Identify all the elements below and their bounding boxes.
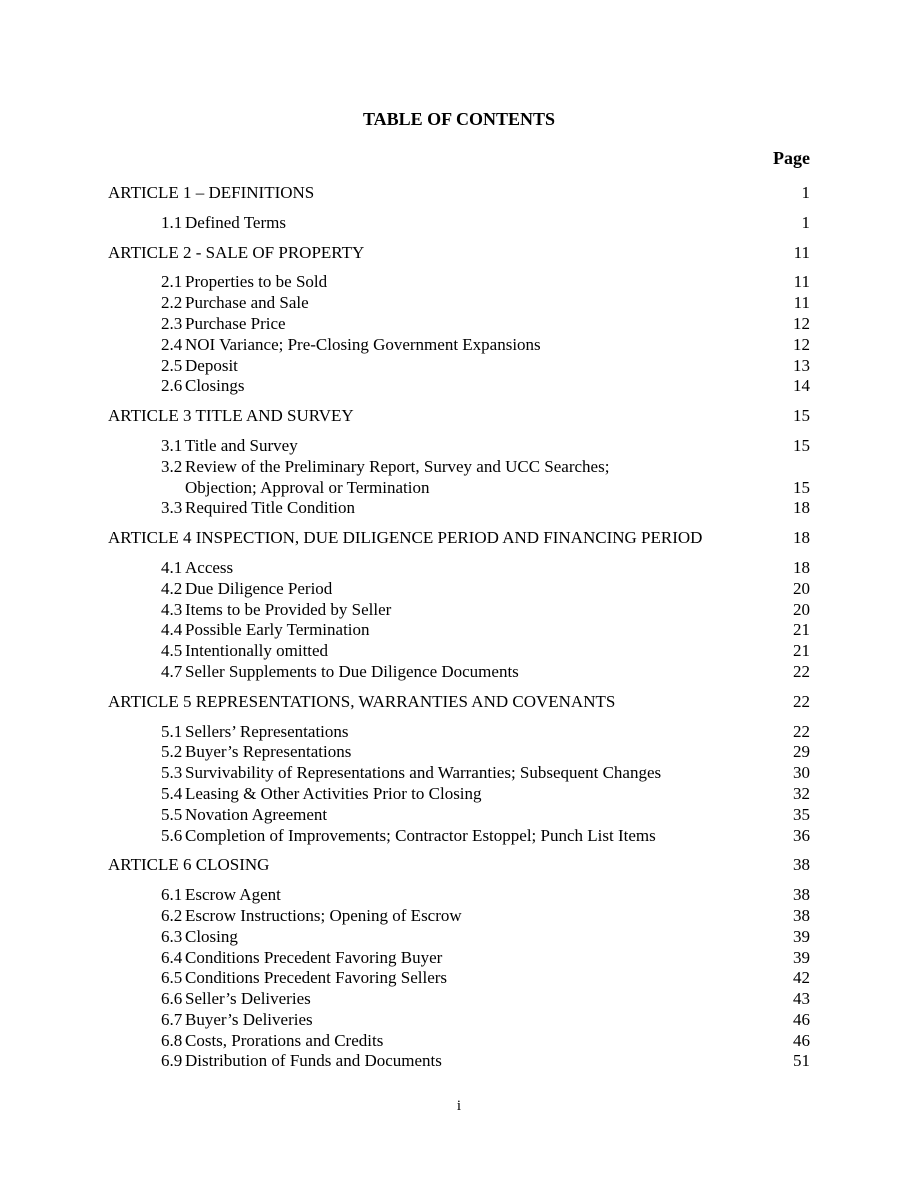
toc-page-number: 20 xyxy=(793,578,810,598)
toc-section-entry[interactable] xyxy=(108,826,810,847)
toc-section-number: 4.4 xyxy=(161,620,183,640)
toc-section-label: Costs, Prorations and Credits xyxy=(185,1030,384,1050)
toc-section-entry[interactable] xyxy=(108,742,810,763)
toc-page-number: 46 xyxy=(793,1030,810,1050)
toc-page-number: 1 xyxy=(801,212,810,232)
toc-article-entry[interactable] xyxy=(108,243,810,264)
toc-page-number: 22 xyxy=(793,661,810,681)
toc-page-number: 21 xyxy=(793,641,810,661)
toc-section-entry[interactable] xyxy=(108,213,810,234)
toc-section-label: Novation Agreement xyxy=(185,804,328,824)
toc-article-entry[interactable] xyxy=(108,692,810,713)
toc-section-label: Objection; Approval or Termination xyxy=(185,477,430,497)
toc-section-label: Items to be Provided by Seller xyxy=(185,599,392,619)
toc-section-label: Escrow Agent xyxy=(185,885,281,905)
toc-section-entry[interactable] xyxy=(108,376,810,397)
toc-section-label: Closing xyxy=(185,926,238,946)
toc-section-label: Conditions Precedent Favoring Sellers xyxy=(185,968,448,988)
toc-section-label: Survivability of Representations and Warranties; Subsequent Changes xyxy=(185,763,662,783)
toc-page-number: 38 xyxy=(793,905,810,925)
toc-page-number: 18 xyxy=(793,557,810,577)
toc-section-number: 2.3 xyxy=(161,313,183,333)
toc-section-label: Properties to be Sold xyxy=(185,272,328,292)
page-column-heading: Page xyxy=(773,148,810,168)
toc-section-entry[interactable] xyxy=(108,1051,810,1072)
toc-section-number: 6.4 xyxy=(161,947,183,967)
toc-section-number: 6.9 xyxy=(161,1051,183,1071)
toc-section-entry[interactable] xyxy=(108,968,810,989)
toc-page-number: 15 xyxy=(793,435,810,455)
toc-section-number: 2.5 xyxy=(161,355,183,375)
toc-section-number: 6.6 xyxy=(161,989,183,1009)
toc-section-entry[interactable] xyxy=(108,335,810,356)
toc-section-entry[interactable] xyxy=(108,600,810,621)
toc-section-entry[interactable] xyxy=(108,579,810,600)
toc-section-label: NOI Variance; Pre-Closing Government Expansions xyxy=(185,334,541,354)
toc-section-label: Buyer’s Deliveries xyxy=(185,1009,313,1029)
toc-section-number: 5.1 xyxy=(161,721,183,741)
toc-section-label: Closings xyxy=(185,376,245,396)
toc-article-label: ARTICLE 1 – DEFINITIONS xyxy=(108,183,315,202)
toc-section-number: 4.7 xyxy=(161,661,183,681)
toc-section-number: 6.7 xyxy=(161,1009,183,1029)
toc-title: TABLE OF CONTENTS xyxy=(362,109,556,129)
toc-section-label: Defined Terms xyxy=(185,212,286,232)
toc-section-number: 2.4 xyxy=(161,334,183,354)
toc-section-number: 2.6 xyxy=(161,376,183,396)
toc-page-number: 22 xyxy=(793,691,810,711)
toc-section-label: Seller’s Deliveries xyxy=(185,989,311,1009)
toc-section-label: Buyer’s Representations xyxy=(185,742,352,762)
toc-page-number: 11 xyxy=(793,293,810,313)
toc-article-entry[interactable] xyxy=(108,183,810,204)
toc-section-entry[interactable] xyxy=(108,457,810,478)
toc-section-number: 6.2 xyxy=(161,905,183,925)
toc-page-number: 39 xyxy=(793,926,810,946)
toc-section-label: Due Diligence Period xyxy=(185,578,333,598)
toc-section-entry[interactable] xyxy=(108,1010,810,1031)
toc-article-label: ARTICLE 4 INSPECTION, DUE DILIGENCE PERIOD AND FINANCING PERIOD xyxy=(108,528,703,548)
toc-section-entry[interactable] xyxy=(108,885,810,906)
toc-page-number: 21 xyxy=(793,620,810,640)
toc-article-entry[interactable] xyxy=(108,406,810,427)
toc-section-label: Purchase Price xyxy=(185,313,286,333)
toc-section-entry[interactable] xyxy=(108,927,810,948)
toc-page-number: 1 xyxy=(801,183,810,202)
toc-section-label: Completion of Improvements; Contractor Estoppel; Punch List Items xyxy=(185,825,656,845)
toc-article-label: ARTICLE 6 CLOSING xyxy=(108,855,270,875)
toc-section-number: 5.6 xyxy=(161,825,183,845)
toc-page-number: 12 xyxy=(793,334,810,354)
toc-section-number: 6.5 xyxy=(161,968,183,988)
toc-section-entry[interactable] xyxy=(108,641,810,662)
toc-section-number: 4.2 xyxy=(161,578,183,598)
toc-section-entry[interactable] xyxy=(108,662,810,683)
toc-section-number: 6.3 xyxy=(161,926,183,946)
toc-section-entry[interactable] xyxy=(108,722,810,743)
toc-section-entry[interactable] xyxy=(108,1031,810,1052)
toc-page-number: 38 xyxy=(793,855,810,875)
toc-section-entry[interactable] xyxy=(108,498,810,519)
toc-page-number: 39 xyxy=(793,947,810,967)
toc-section-number: 4.5 xyxy=(161,641,183,661)
toc-section-label: Distribution of Funds and Documents xyxy=(185,1051,442,1071)
toc-page-number: 29 xyxy=(793,742,810,762)
toc-page-number: 22 xyxy=(793,721,810,741)
toc-section-number: 2.1 xyxy=(161,272,183,292)
toc-article-entry[interactable] xyxy=(108,528,810,549)
toc-section-entry[interactable] xyxy=(108,948,810,969)
toc-section-label: Sellers’ Representations xyxy=(185,721,349,741)
toc-page-number: 15 xyxy=(793,477,810,497)
toc-section-number: 4.1 xyxy=(161,557,183,577)
toc-section-entry[interactable] xyxy=(108,356,810,377)
toc-page-number: 35 xyxy=(793,804,810,824)
footer-page-number: i xyxy=(456,1098,462,1114)
toc-page-number: 20 xyxy=(793,599,810,619)
toc-page-number: 18 xyxy=(793,498,810,518)
toc-section-number: 3.1 xyxy=(161,435,183,455)
toc-section-label: Possible Early Termination xyxy=(185,620,370,640)
toc-section-label: Conditions Precedent Favoring Buyer xyxy=(185,947,443,967)
toc-page-number: 38 xyxy=(793,885,810,905)
toc-section-entry[interactable] xyxy=(108,989,810,1010)
toc-section-entry[interactable] xyxy=(108,763,810,784)
toc-section-entry[interactable] xyxy=(108,272,810,293)
toc-section-number: 3.3 xyxy=(161,498,183,518)
toc-section-entry-continued[interactable] xyxy=(108,478,810,499)
toc-page-number: 18 xyxy=(793,528,810,548)
toc-section-label: Title and Survey xyxy=(185,435,298,455)
toc-section-number: 6.1 xyxy=(161,885,183,905)
toc-page-number: 11 xyxy=(793,242,810,262)
toc-page-number: 46 xyxy=(793,1009,810,1029)
toc-section-number: 5.5 xyxy=(161,804,183,824)
toc-section-number: 5.2 xyxy=(161,742,183,762)
toc-section-label: Review of the Preliminary Report, Survey and UCC Searches; xyxy=(185,456,610,476)
toc-section-entry[interactable] xyxy=(108,436,810,457)
toc-section-entry[interactable] xyxy=(108,293,810,314)
toc-page-number: 30 xyxy=(793,763,810,783)
toc-section-number: 3.2 xyxy=(161,456,183,476)
toc-section-label: Seller Supplements to Due Diligence Documents xyxy=(185,661,519,681)
toc-section-label: Escrow Instructions; Opening of Escrow xyxy=(185,905,462,925)
toc-section-entry[interactable] xyxy=(108,558,810,579)
toc-section-number: 2.2 xyxy=(161,293,183,313)
toc-section-number: 1.1 xyxy=(161,212,183,232)
toc-section-label: Access xyxy=(185,557,234,577)
toc-page-number: 14 xyxy=(793,376,810,396)
toc-section-entry[interactable] xyxy=(108,906,810,927)
toc-section-entry[interactable] xyxy=(108,314,810,335)
toc-article-label: ARTICLE 2 - SALE OF PROPERTY xyxy=(108,242,365,262)
toc-section-label: Required Title Condition xyxy=(185,498,356,518)
toc-section-label: Purchase and Sale xyxy=(185,293,309,313)
toc-section-label: Deposit xyxy=(185,355,238,375)
toc-page-number: 11 xyxy=(793,272,810,292)
toc-section-entry[interactable] xyxy=(108,805,810,826)
toc-section-entry[interactable] xyxy=(108,620,810,641)
toc-section-number: 5.4 xyxy=(161,783,183,803)
toc-page-number: 36 xyxy=(793,825,810,845)
toc-section-number: 4.3 xyxy=(161,599,183,619)
table-of-contents xyxy=(108,183,810,1072)
toc-section-number: 5.3 xyxy=(161,763,183,783)
toc-page-number: 12 xyxy=(793,313,810,333)
toc-page-number: 15 xyxy=(793,406,810,426)
toc-section-number: 6.8 xyxy=(161,1030,183,1050)
toc-article-label: ARTICLE 3 TITLE AND SURVEY xyxy=(108,406,354,426)
toc-article-label: ARTICLE 5 REPRESENTATIONS, WARRANTIES AND COVENANTS xyxy=(108,691,616,711)
toc-page-number: 42 xyxy=(793,968,810,988)
toc-page-number: 51 xyxy=(793,1051,810,1071)
toc-page-number: 13 xyxy=(793,355,810,375)
toc-article-entry[interactable] xyxy=(108,855,810,876)
toc-section-label: Leasing & Other Activities Prior to Closing xyxy=(185,783,482,803)
toc-page-number: 43 xyxy=(793,989,810,1009)
toc-section-entry[interactable] xyxy=(108,784,810,805)
toc-page-number: 32 xyxy=(793,783,810,803)
toc-section-label: Intentionally omitted xyxy=(185,641,329,661)
